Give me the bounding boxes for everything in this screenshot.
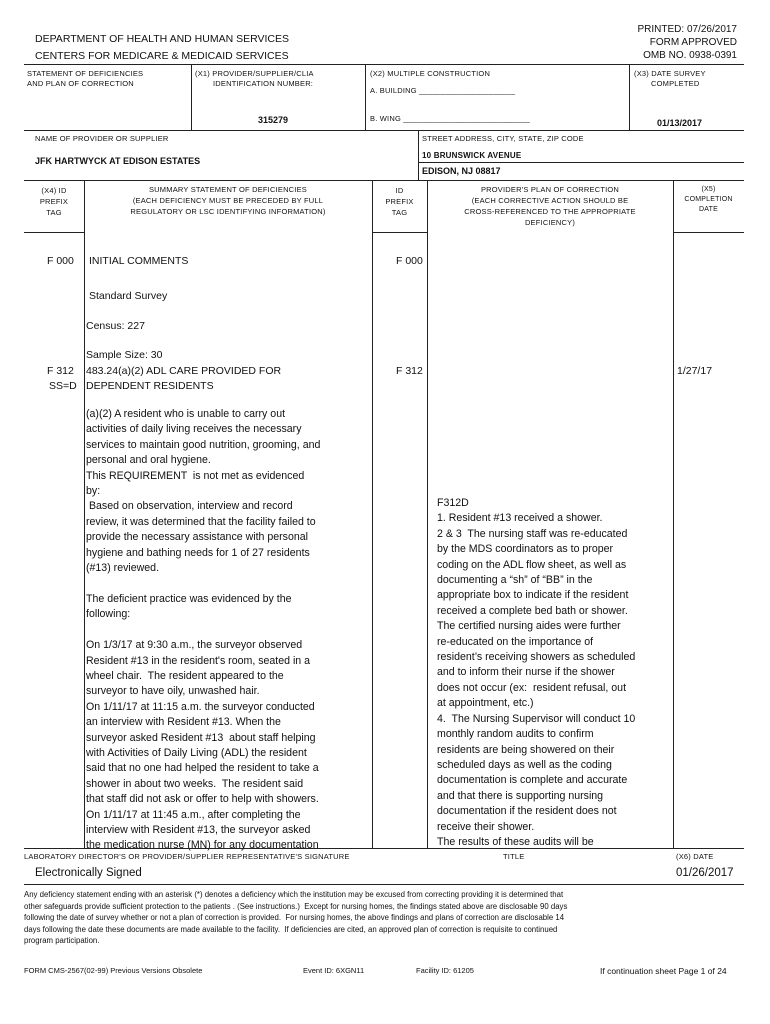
- divider: [191, 64, 192, 130]
- regulation-line-2: DEPENDENT RESIDENTS: [86, 380, 214, 392]
- divider: [24, 848, 744, 849]
- department-line-2: CENTERS FOR MEDICARE & MEDICAID SERVICES: [35, 50, 289, 62]
- x3-label: (X3) DATE SURVEY: [634, 69, 706, 78]
- date-label: (X6) DATE: [676, 852, 714, 861]
- x1-label: IDENTIFICATION NUMBER:: [213, 79, 314, 88]
- statement-label: STATEMENT OF DEFICIENCIES: [27, 69, 144, 78]
- page-indicator: If continuation sheet Page 1 of 24: [600, 966, 727, 976]
- provider-name-label: NAME OF PROVIDER OR SUPPLIER: [35, 134, 169, 143]
- facility-id: Facility ID: 61205: [416, 966, 474, 975]
- statement-label: AND PLAN OF CORRECTION: [27, 79, 134, 88]
- tag-f312: F 312: [47, 365, 74, 377]
- survey-completed-date: 01/13/2017: [657, 118, 703, 128]
- x4-header: (X4) ID: [41, 186, 67, 195]
- divider: [418, 162, 744, 163]
- summary-header: SUMMARY STATEMENT OF DEFICIENCIES: [148, 185, 307, 194]
- plan-header: PROVIDER'S PLAN OF CORRECTION: [480, 185, 620, 194]
- divider: [673, 232, 744, 233]
- form-approved: FORM APPROVED: [649, 37, 737, 48]
- initial-comments: INITIAL COMMENTS: [89, 255, 189, 267]
- scope-severity: SS=D: [49, 380, 77, 392]
- address-label: STREET ADDRESS, CITY, STATE, ZIP CODE: [422, 134, 584, 143]
- plan-header: (EACH CORRECTIVE ACTION SHOULD BE: [471, 196, 629, 205]
- street-address: 10 BRUNSWICK AVENUE: [422, 151, 522, 160]
- printed-date: PRINTED: 07/26/2017: [637, 24, 737, 35]
- event-id: Event ID: 6XGN11: [303, 966, 365, 975]
- divider: [372, 180, 373, 848]
- divider: [673, 180, 674, 848]
- divider: [372, 232, 427, 233]
- divider: [427, 180, 428, 848]
- summary-header: (EACH DEFICIENCY MUST BE PRECEDED BY FULL: [132, 196, 324, 205]
- standard-survey: Standard Survey: [89, 290, 168, 302]
- divider: [84, 180, 85, 848]
- disclaimer: Any deficiency statement ending with an asterisk (*) denotes a deficiency which the institution may be excused from correcting providing it is determined that other safeguards provide sufficient protection to the patients . (See instructions.) Except for nursing homes, the findings stated above are disclosable 90 days following the date of survey whether or not a plan of correction is provided. For nursing homes, the above findings and plans of correction are disclosable 14 days following the date these documents are made available to the facility. If deficiencies are cited, an approved plan of correction is requisite to continued program participation.: [24, 890, 568, 945]
- divider: [24, 130, 744, 131]
- completion-date: 1/27/17: [677, 365, 713, 377]
- x1-label: (X1) PROVIDER/SUPPLIER/CLIA: [195, 69, 314, 78]
- tag-f000: F 000: [47, 255, 74, 267]
- id-header: TAG: [391, 208, 408, 217]
- divider: [365, 64, 366, 130]
- provider-name: JFK HARTWYCK AT EDISON ESTATES: [35, 156, 201, 166]
- id-tag-f312: F 312: [396, 365, 423, 377]
- divider: [24, 884, 744, 885]
- x4-header: PREFIX: [39, 197, 69, 206]
- regulation-line-1: 483.24(a)(2) ADL CARE PROVIDED FOR: [86, 365, 282, 377]
- divider: [629, 64, 630, 130]
- signature-label: LABORATORY DIRECTOR'S OR PROVIDER/SUPPLIER REPRESENTATIVE'S SIGNATURE: [24, 852, 350, 861]
- x5-header: COMPLETION: [684, 196, 733, 203]
- plan-header: DEFICIENCY): [524, 218, 576, 227]
- census: Census: 227: [86, 320, 145, 332]
- form-number: FORM CMS-2567(02-99) Previous Versions Obsolete: [24, 966, 203, 975]
- omb-number: OMB NO. 0938-0391: [643, 50, 737, 61]
- x5-header: (X5): [701, 186, 716, 193]
- wing-field: B. WING _____________________________: [370, 114, 531, 123]
- city-state-zip: EDISON, NJ 08817: [422, 166, 501, 176]
- deficiency-summary-text: (a)(2) A resident who is unable to carry out activities of daily living receives the necessary services to maintain good nutrition, grooming, and personal and oral hygiene. This REQUIREMENT is not met as evidenced by: Based on observation, interview and record review, it was determined that the facility failed to provide the necessary assistance with personal hygiene and bathing needs for 1 of 27 residents (#13) reviewed. The deficient practice was evidenced by the following: On 1/3/17 at 9:30 a.m., the surveyor observed Resident #13 in the resident's room, seated in a wheel chair. The resident appeared to the surveyor to have oily, unwashed hair. On 1/11/17 at 11:15 a.m. the surveyor conducted an interview with Resident #13. When the surveyor asked Resident #13 about staff helping with Activities of Daily Living (ADL) the resident said that no one had helped the resident to take a shower in about two weeks. The resident said that staff did not ask or offer to help with showers. On 1/11/17 at 11:45 a.m., after completing the interview with Resident #13, the surveyor asked the medication nurse (MN) for any documentation: [86, 408, 321, 852]
- id-tag-f000: F 000: [396, 255, 423, 267]
- title-label: TITLE: [503, 852, 525, 861]
- table-top-border: [24, 64, 744, 65]
- summary-header: REGULATORY OR LSC IDENTIFYING INFORMATION): [130, 207, 326, 216]
- id-header: PREFIX: [385, 197, 414, 206]
- divider: [24, 180, 744, 181]
- divider: [24, 232, 84, 233]
- x3-label: COMPLETED: [651, 79, 700, 88]
- divider: [418, 130, 419, 180]
- plan-of-correction-text: F312D 1. Resident #13 received a shower. 2 & 3 The nursing staff was re-educated by the MDS coordinators as to proper coding on the ADL flow sheet, as well as documenting a “sh” of “BB” in the appropriate box to indicate if the resident received a complete bed bath or shower. The certified nursing aides were further re-educated on the importance of resident’s receiving showers as scheduled and to inform their nurse if the shower does not occur (ex: resident refusal, out at appointment, etc.) 4. The Nursing Supervisor will conduct 10 monthly random audits to confirm residents are being showered on their scheduled days as well as the coding documentation is complete and accurate and that there is supporting nursing documentation if the resident does not receive their shower. The results of these audits will be: [437, 497, 636, 848]
- department-line-1: DEPARTMENT OF HEALTH AND HUMAN SERVICES: [35, 33, 289, 45]
- plan-header: CROSS-REFERENCED TO THE APPROPRIATE: [464, 207, 636, 216]
- provider-id-number: 315279: [258, 115, 289, 125]
- signature-value: Electronically Signed: [35, 867, 142, 879]
- building-field: A. BUILDING ______________________: [370, 86, 516, 95]
- x5-header: DATE: [699, 206, 718, 213]
- id-header: ID: [395, 186, 404, 195]
- x2-label: (X2) MULTIPLE CONSTRUCTION: [370, 69, 491, 78]
- sample-size: Sample Size: 30: [86, 349, 163, 361]
- signature-date: 01/26/2017: [676, 867, 734, 879]
- x4-header: TAG: [46, 208, 62, 217]
